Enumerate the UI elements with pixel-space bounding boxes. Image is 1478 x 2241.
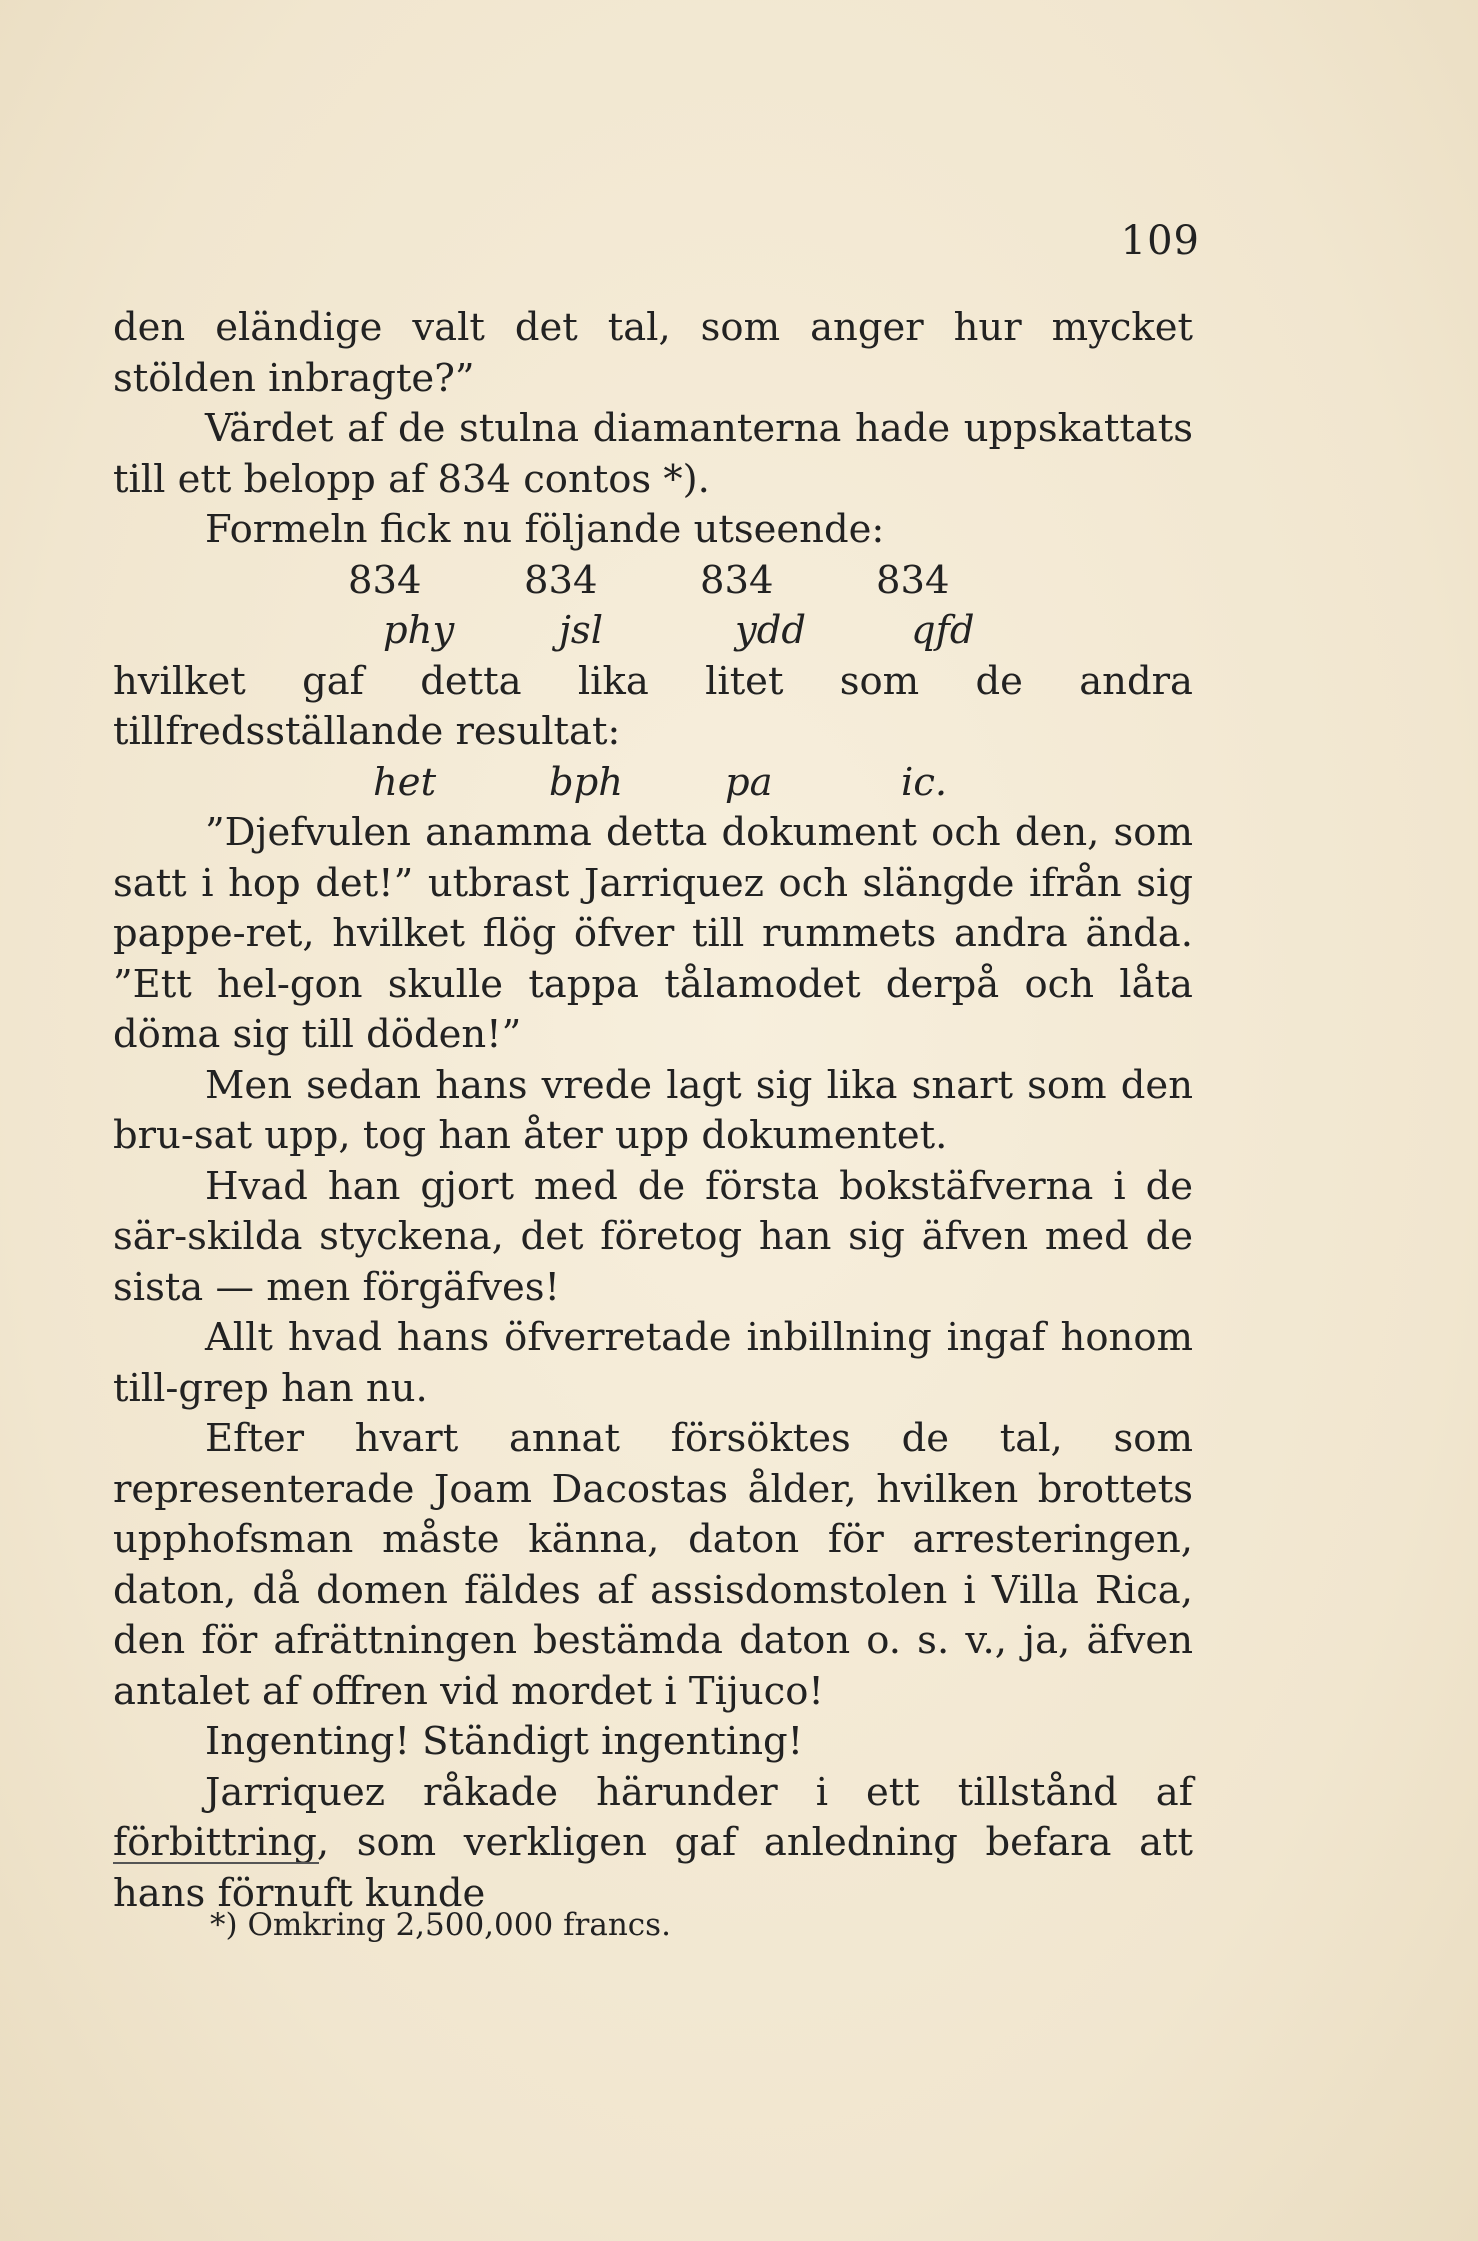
formula-letters: jsl bbox=[559, 608, 604, 653]
formula-number: 834 bbox=[348, 557, 422, 603]
paragraph-9: Efter hvart annat försöktes de tal, som representerade Joam Dacostas ålder, hvilken brottets upphofsman måste känna, daton för arresteringen, daton, då domen fäldes af assisdomstolen i Villa Rica, den för afrättningen bestämda daton o. s. v., ja, äfven antalet af offren vid mordet i Tijuco! bbox=[113, 1416, 1193, 1714]
paragraph-3: Formeln fick nu följande utseende: bbox=[205, 507, 885, 552]
page-body bbox=[113, 303, 1193, 1919]
result-letters: pa bbox=[725, 759, 773, 805]
paragraph-8: Allt hvad hans öfverretade inbillning ingaf honom till-grep han nu. bbox=[113, 1315, 1193, 1411]
result-letters-row bbox=[113, 758, 1193, 809]
result-letters: het bbox=[373, 759, 437, 805]
formula-number: 834 bbox=[700, 557, 774, 603]
paragraph-5: ”Djefvulen anamma detta dokument och den, som satt i hop det!” utbrast Jarriquez och slängde ifrån sig pappe-ret, hvilket flög öfver till rummets andra ända. ”Ett hel-gon skulle tappa tålamodet derpå och låta döma sig till döden!” bbox=[113, 810, 1193, 1057]
formula-letters: ydd bbox=[735, 608, 807, 653]
formula-letters: qfd bbox=[911, 608, 975, 653]
paragraph-1: den eländige valt det tal, som anger hur mycket stölden inbragte?” bbox=[113, 305, 1193, 401]
formula-numbers-row bbox=[113, 556, 1193, 607]
paragraph-10: Ingenting! Ständigt ingenting! bbox=[205, 1719, 804, 1764]
formula-number: 834 bbox=[876, 557, 950, 603]
page-number: 109 bbox=[1120, 218, 1200, 264]
paragraph-11: Jarriquez råkade härunder i ett tillstånd af förbittring, som verkligen gaf anledning befara att hans förnuft kunde bbox=[113, 1769, 1193, 1916]
result-letters: ic. bbox=[901, 759, 948, 805]
result-letters: bph bbox=[549, 759, 624, 805]
paragraph-7: Hvad han gjort med de första bokstäfverna i de sär-skilda styckena, det företog han sig äfven med de sista — men förgäfves! bbox=[113, 1163, 1193, 1310]
paragraph-4: hvilket gaf detta lika litet som de andra tillfredsställande resultat: bbox=[113, 658, 1193, 754]
footnote-divider bbox=[113, 1862, 319, 1864]
footnote: *) Omkring 2,500,000 francs. bbox=[210, 1907, 671, 1943]
paragraph-6: Men sedan hans vrede lagt sig lika snart som den bru-sat upp, tog han åter upp dokumentet. bbox=[113, 1062, 1193, 1158]
paragraph-2: Värdet af de stulna diamanterna hade uppskattats till ett belopp af 834 contos *). bbox=[113, 406, 1193, 502]
formula-number: 834 bbox=[524, 557, 598, 603]
formula-letters: phy bbox=[383, 608, 455, 653]
formula-letters-row bbox=[113, 606, 1193, 657]
